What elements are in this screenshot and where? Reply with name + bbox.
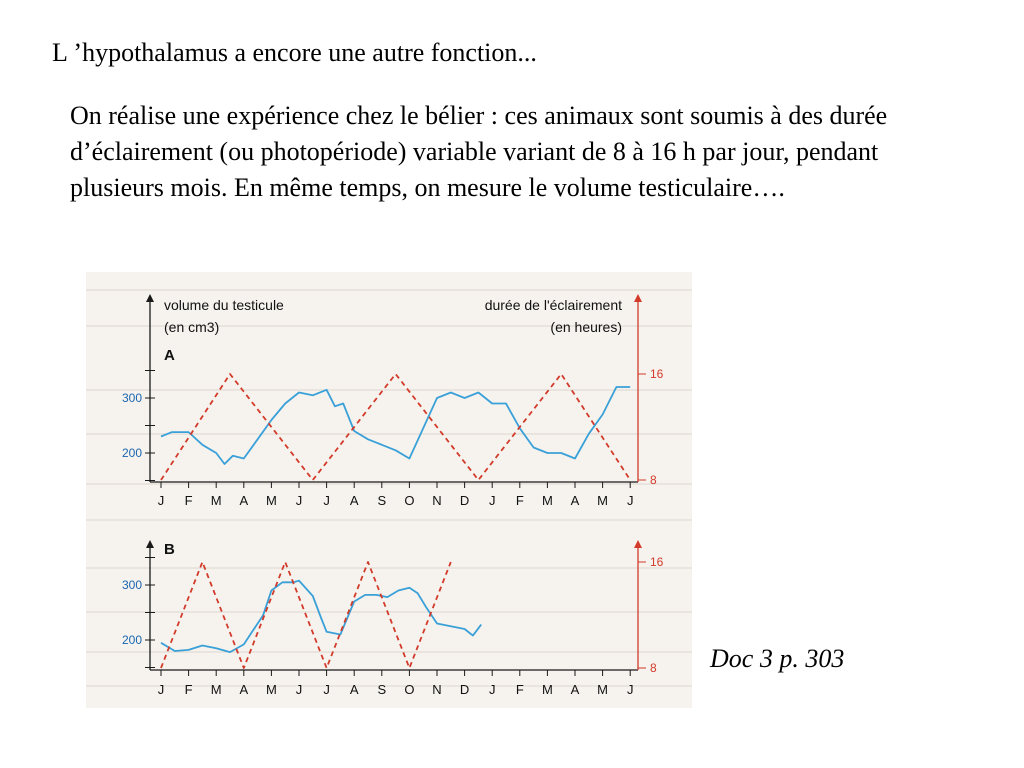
intro-paragraph: On réalise une expérience chez le bélier : ces animaux sont soumis à des durée d’éclairement (ou photopériode) variable variant de 8 à 16 h par jour, pendant plusieurs mois. En même temps, on mesure le volume testiculaire…. [70,101,888,202]
panel-b-month-label: J [295,682,303,697]
figure-caption: Doc 3 p. 303 [710,644,845,673]
panel-b-month-label: F [184,682,193,697]
panel-a-month-label: J [157,493,165,508]
panel-b-month-label: A [239,682,249,697]
panel-a-month-label: M [265,493,277,508]
testis-volume-chart [86,272,692,708]
panel-b-month-label: J [323,682,330,697]
figure-scan [86,272,692,708]
panel-a-month-label: J [488,493,496,508]
panel-a-right-axis-title: durée de l'éclairement [484,297,622,313]
panel-a-month-label: A [349,493,359,508]
panel-a-left-axis-title: volume du testicule [164,297,284,313]
panel-a-month-label: M [597,493,609,508]
panel-a-month-label: F [184,493,193,508]
panel-a-month-label: A [239,493,249,508]
panel-b-month-label: F [515,682,524,697]
panel-a-month-label: N [432,493,442,508]
panel-a-month-label: J [295,493,303,508]
panel-a-left-tick-label: 200 [121,446,143,460]
panel-a-right-tick-label: 16 [650,367,664,381]
panel-a-month-label: D [459,493,470,508]
panel-b-left-tick-label: 200 [121,633,143,647]
panel-b-month-label: O [404,682,415,697]
panel-a-panel-label: A [164,347,175,364]
panel-a-month-label: J [626,493,634,508]
slide-title: L ’hypothalamus a encore une autre fonction... [52,38,537,67]
panel-b-month-label: M [597,682,609,697]
panel-b-month-label: N [432,682,442,697]
panel-a-right-tick-label: 8 [650,473,657,487]
panel-a-left-axis-unit: (en cm3) [164,319,220,335]
panel-b-month-label: J [488,682,496,697]
panel-b-right-tick-label: 16 [650,555,664,569]
panel-a-left-tick-label: 300 [121,391,143,405]
panel-a-month-label: M [541,493,553,508]
panel-b-month-label: J [157,682,165,697]
panel-b-month-label: S [377,682,387,697]
panel-a-month-label: J [323,493,330,508]
panel-a-month-label: O [404,493,415,508]
panel-b-left-tick-label: 300 [121,578,143,592]
panel-b-month-label: A [570,682,580,697]
panel-b-month-label: J [626,682,634,697]
panel-b-panel-label: B [164,541,175,558]
panel-b-right-tick-label: 8 [650,661,657,675]
panel-a-month-label: S [377,493,387,508]
panel-b-month-label: A [349,682,359,697]
panel-a-month-label: F [515,493,524,508]
panel-b-month-label: M [265,682,277,697]
panel-b-month-label: M [210,682,222,697]
panel-a-right-axis-unit: (en heures) [550,319,622,335]
panel-b-month-label: M [541,682,553,697]
panel-a-month-label: A [570,493,580,508]
chart-background [86,272,692,708]
panel-b-month-label: D [459,682,470,697]
panel-a-month-label: M [210,493,222,508]
